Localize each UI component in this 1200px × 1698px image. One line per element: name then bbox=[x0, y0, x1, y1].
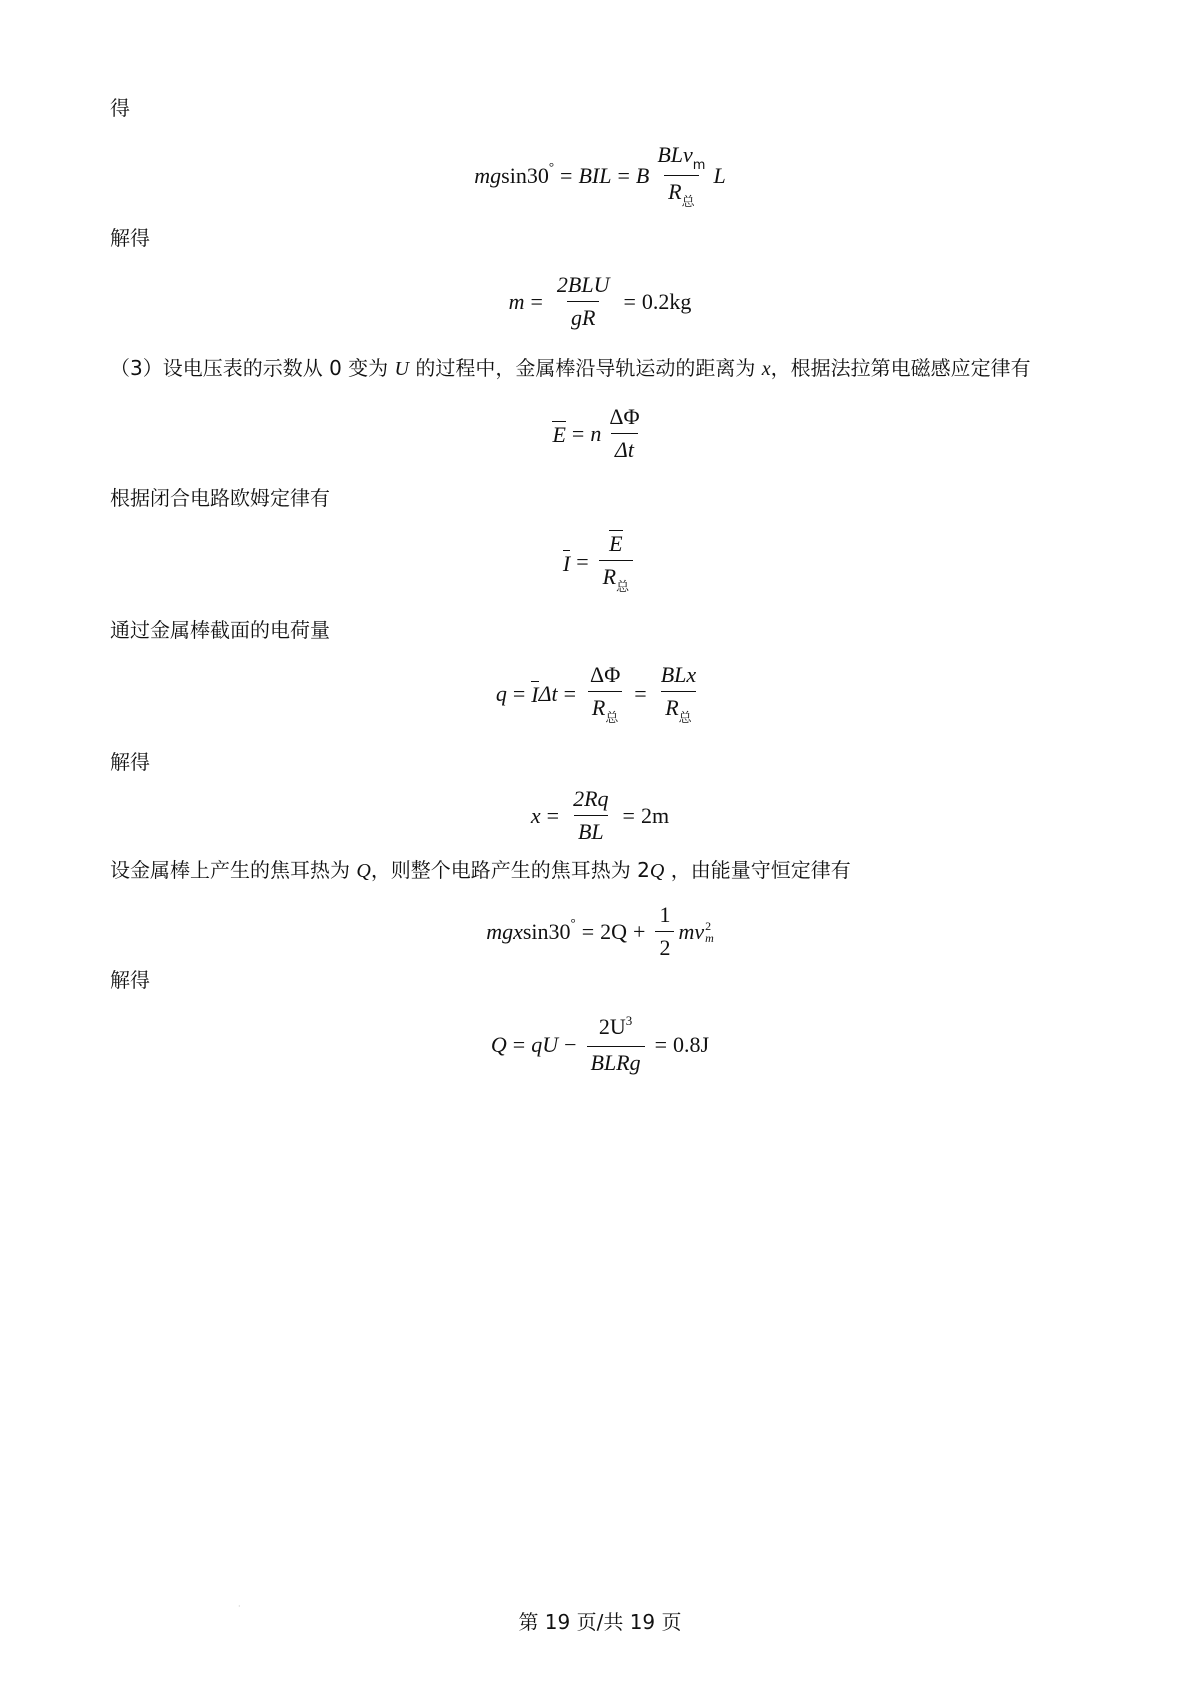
eq1-numerator: BLv bbox=[657, 142, 693, 167]
eq1-sin: sin30 bbox=[501, 162, 549, 188]
equation-charge: q = I Δt = $\frac{\Delta\Phi}{R_总}$ = $\frac{\text{BLx}}{R_总}$ bbox=[0, 662, 1200, 725]
eq8-lhs: Q bbox=[490, 1032, 507, 1057]
eq7-tail-sub: m bbox=[705, 930, 714, 945]
eq1-fraction bbox=[653, 142, 709, 209]
eq5-fraction-1 bbox=[586, 662, 624, 725]
eq8-result: 0.8J bbox=[673, 1032, 710, 1057]
text-ohm: 根据闭合电路欧姆定律有 bbox=[110, 486, 330, 510]
text-de: 得 bbox=[110, 96, 130, 120]
scan-mark: · bbox=[238, 1602, 241, 1611]
eq1-b: B bbox=[635, 162, 650, 188]
eq6-fraction bbox=[569, 786, 612, 845]
eq5-denominator-1-sub: 总 bbox=[605, 711, 619, 726]
eq5-denominator-2: R bbox=[665, 695, 679, 720]
eq7-degree: ° bbox=[570, 914, 576, 930]
eq6-numerator: 2Rq bbox=[573, 786, 609, 811]
eq2-lhs: m bbox=[508, 288, 525, 314]
eq7-denominator: 2 bbox=[659, 935, 671, 960]
eq4-denominator-sub: 总 bbox=[616, 580, 630, 595]
eq3-denominator: Δt bbox=[614, 437, 634, 462]
eq8-denominator: BLRg bbox=[590, 1050, 641, 1075]
equation-distance: x = $\frac{2Rq}{BL}$ = 2m bbox=[530, 786, 670, 844]
eq6-denominator: BL bbox=[577, 819, 604, 844]
eq5-numerator-1: ΔΦ bbox=[590, 662, 621, 687]
eq8-fraction bbox=[587, 1014, 645, 1076]
equation-force-balance: mg sin30 ° = BIL = B $\frac{BLv_m}{R_总}$ L bbox=[474, 142, 726, 210]
eq3-lhs: E bbox=[552, 422, 566, 447]
eq8-numerator-sup: 3 bbox=[625, 1013, 633, 1028]
eq1-denominator-sub: 总 bbox=[681, 195, 695, 210]
eq7-tail: mv bbox=[678, 918, 705, 944]
eq5-numerator-2: BLx bbox=[660, 662, 697, 687]
equation-mass: m = $\frac{\text{2BLU}}{gR}$ = 0.2kg bbox=[508, 272, 692, 330]
eq2-denominator: gR bbox=[570, 305, 596, 330]
eq5-denominator-1: R bbox=[591, 695, 606, 720]
eq3-coef: n bbox=[590, 420, 602, 446]
eq7-numerator: 1 bbox=[659, 902, 671, 927]
eq3-numerator: ΔΦ bbox=[609, 404, 640, 429]
text-heat: 设金属棒上产生的焦耳热为 Q，则整个电路产生的焦耳热为 2Q ，由能量守恒定律有 bbox=[110, 858, 851, 882]
eq5-fraction-2 bbox=[657, 662, 700, 725]
eq7-fraction bbox=[655, 902, 674, 961]
eq5-mid-tail: Δt bbox=[538, 680, 558, 706]
text-jiede-2: 解得 bbox=[110, 750, 150, 774]
eq6-lhs: x bbox=[530, 802, 541, 828]
eq2-result: 0.2kg bbox=[641, 288, 692, 314]
text-part-3: （3）设电压表的示数从 0 变为 U 的过程中，金属棒沿导轨运动的距离为 x，根据法拉第电磁感应定律有 bbox=[110, 356, 1031, 380]
text-charge: 通过金属棒截面的电荷量 bbox=[110, 618, 330, 642]
eq7-sin: sin30 bbox=[522, 918, 571, 944]
page-footer: 第 19 页/共 19 页 bbox=[518, 1610, 682, 1634]
eq8-rhs1: qU bbox=[531, 1032, 559, 1057]
eq5-denominator-2-sub: 总 bbox=[678, 711, 692, 726]
eq8-numerator: 2U bbox=[598, 1014, 626, 1039]
equation-faraday: E = n $\frac{\Delta\Phi}{\Delta t}$ bbox=[0, 404, 1200, 463]
eq7-rhs1: 2Q bbox=[600, 918, 628, 944]
equation-energy: mgx sin30 ° = 2Q + $\frac{1}{2}$ mv 2 m bbox=[486, 902, 714, 960]
eq3-fraction bbox=[605, 404, 643, 463]
eq1-tail: L bbox=[713, 162, 726, 188]
eq2-numerator: 2BLU bbox=[556, 272, 610, 297]
eq1-numerator-sub: m bbox=[692, 158, 706, 173]
eq1-degree: ° bbox=[548, 158, 555, 174]
eq4-denominator: R bbox=[602, 564, 617, 589]
eq4-fraction bbox=[599, 530, 633, 594]
eq5-mid: I bbox=[531, 682, 539, 707]
eq1-bil: BIL bbox=[578, 162, 612, 188]
equation-heat-result: Q = qU − $\frac{2U^3}{\text{BLRg}}$ = 0.8J bbox=[490, 1013, 710, 1075]
eq5-lhs: q bbox=[495, 680, 507, 706]
eq1-denominator: R bbox=[668, 179, 682, 204]
eq7-tail-sup: 2 bbox=[705, 918, 712, 933]
eq4-lhs: I bbox=[562, 550, 571, 576]
eq6-result: 2m bbox=[640, 802, 670, 828]
eq2-fraction bbox=[553, 272, 614, 331]
equation-ohm: I = $\frac{E}{R_总}$ bbox=[0, 530, 1200, 594]
eq7-lhs: mgx bbox=[486, 918, 523, 944]
text-jiede-1: 解得 bbox=[110, 226, 150, 250]
text-jiede-3: 解得 bbox=[110, 968, 150, 992]
eq1-lhs: mg bbox=[474, 162, 502, 188]
eq4-numerator: E bbox=[609, 531, 623, 556]
